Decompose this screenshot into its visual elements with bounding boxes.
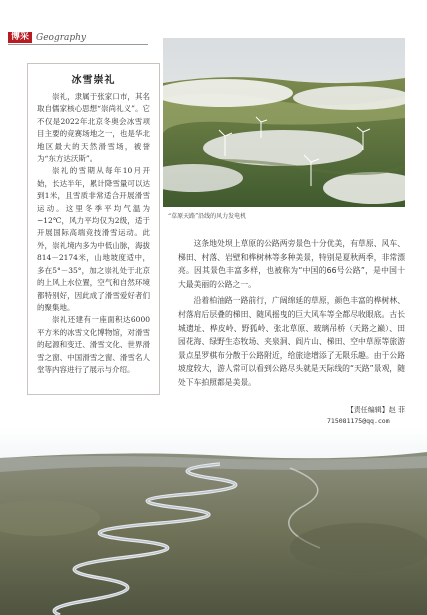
sidebar-box [27,63,160,395]
editor-credit: 【责任编辑】赵 菲 [346,406,405,414]
section-header [8,32,86,43]
header-rule [8,44,148,45]
main-article [178,237,405,393]
river-landscape-photo [0,428,427,615]
section-tag: 博采 [8,32,32,43]
sidebar-title: 冰雪崇礼 [71,75,116,86]
sidebar-paragraph: 崇礼的雪期从每年10月开始，长达半年，累计降雪量可以达到1米，且雪质非常适合开展滑雪运动。这里冬季平均气温为−12℃，风力平均仅为2级，适于开展国际高端竞技滑雪运动。此外，崇礼境内多为中低山脉，海拔814－2174米，山地坡度适中，多在5°－35°，加之崇礼处于北京的上风上水位置，空气和自然环境都特别好，因此成了滑雪爱好者们的聚集地。 [37,166,150,312]
sidebar-paragraph: 崇礼还建有一座面积达6000平方米的冰雪文化博物馆，对滑雪的起源和变迁、滑雪文化、世界滑雪之窗、中国滑雪之窗、滑雪名人堂等内容进行了展示与介绍。 [37,315,150,374]
wind-turbine-photo [163,38,405,207]
article-paragraph: 这条地处坝上草原的公路两旁景色十分优美，有草原、风车、梯田、村落、岩壁和桦树林等多种美景，特别是夏秋两季，非常漂亮。因其景色丰富多样，也被称为“中国的66号公路”，是中国十大最美丽的公路之一。 [178,239,405,289]
section-subtitle: Geography [36,32,87,43]
article-paragraph: 沿着柏油路一路前行，广阔绵延的草原，颜色丰富的桦树林、村落肩后层叠的梯田、随风摇曳的巨大风车等全都尽收眼底。古长城遗址、桦皮岭、野狐岭、张北草原、玻璃吊桥（天路之巅）、田园花海、绿野生态牧场、夹泉洞、阎片山、梯田、空中草原等旅游景点星罗棋布分散于公路附近，给旅途增添了无限乐趣。由于公路坡度较大，游人常可以看到公路尽头就是天际线的“天路”景观，随处下车拍照都是美景。 [178,296,405,387]
editor-email: 715081175@qq.com [327,417,390,425]
photo-caption: “草原天路”沿线的风力发电机 [168,213,247,220]
sidebar-paragraph: 崇礼，隶属于张家口市，其名取自儒家核心思想“崇尚礼义”。它不仅是2022年北京冬奥会冰雪项目主要的竞赛场地之一，也是华北地区最大的天然滑雪场，被誉为“东方达沃斯”。 [37,92,150,164]
